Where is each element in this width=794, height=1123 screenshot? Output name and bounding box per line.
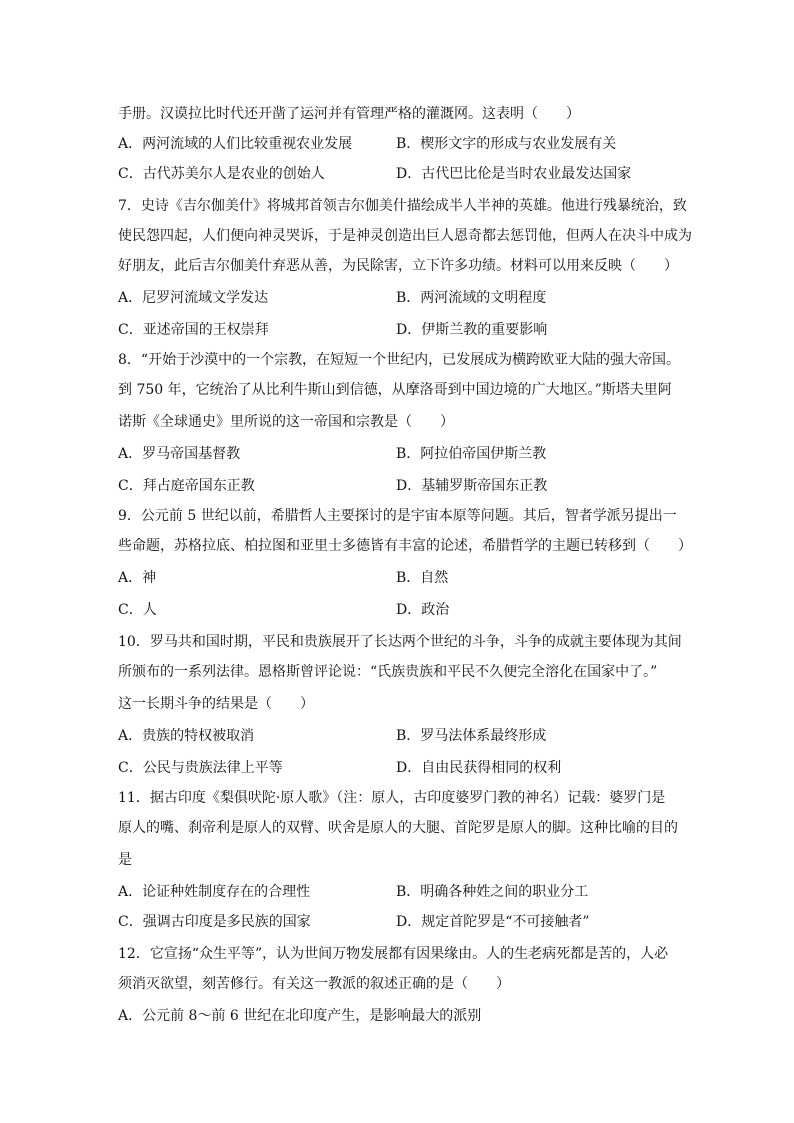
q10-stem-line3: 这一长期斗争的结果是（ ） [118,696,314,712]
q7-stem-line2: 使民怨四起，人们便向神灵哭诉，于是神灵创造出巨人恩奇都去惩罚他，但两人在决斗中成为 [118,228,692,244]
q8-stem-line1: 8．“开始于沙漠中的一个宗教，在短短一个世纪内，已发展成为横跨欧亚大陆的强大帝国。 [118,352,681,368]
q9-option-d: D．政治 [396,602,450,618]
q6-option-d: D．古代巴比伦是当时农业最发达国家 [396,166,632,182]
q11-option-d: D．规定首陀罗是“不可接触者” [396,914,590,930]
q8-option-a: A．罗马帝国基督教 [118,446,241,462]
q6-option-a: A．两河流域的人们比较重视农业发展 [118,136,353,152]
q11-stem-line1: 11．据古印度《梨俱吠陀·原人歌》（注：原人，古印度婆罗门教的神名）记载：婆罗门是 [118,790,666,806]
q9-option-c: C．人 [118,602,157,618]
q7-option-d: D．伊斯兰教的重要影响 [396,322,548,338]
q11-stem-line3: 是 [118,852,132,868]
q10-stem-line2: 所颁布的一系列法律。恩格斯曾评论说：“氏族贵族和平民不久便完全溶化在国家中了。” [118,664,658,680]
q12-stem-line1: 12．它宣扬“众生平等”，认为世间万物发展都有因果缘由。人的生老病死都是苦的，人必 [118,946,669,962]
q7-stem-line3: 好朋友，此后吉尔伽美什弃恶从善，为民除害，立下许多功绩。材料可以用来反映（ ） [118,258,678,274]
q8-option-d: D．基辅罗斯帝国东正教 [396,478,548,494]
q11-option-c: C．强调古印度是多民族的国家 [118,914,311,930]
q8-option-c: C．拜占庭帝国东正教 [118,478,255,494]
q7-option-c: C．亚述帝国的王权崇拜 [118,322,269,338]
q11-stem-line2: 原人的嘴、刹帝利是原人的双臂、吠舍是原人的大腿、首陀罗是原人的脚。这种比喻的目的 [118,820,678,836]
q9-stem-line2: 些命题，苏格拉底、柏拉图和亚里士多德皆有丰富的论述，希腊哲学的主题已转移到（ ） [118,538,692,554]
q9-option-b: B．自然 [396,570,449,586]
question-6-stem-tail: 手册。汉谟拉比时代还开凿了运河并有管理严格的灌溉网。这表明（ ） [118,106,580,122]
q7-option-a: A．尼罗河流域文学发达 [118,290,269,306]
q8-stem-line3: 诺斯《全球通史》里所说的这一帝国和宗教是（ ） [118,414,454,430]
q10-option-d: D．自由民获得相同的权利 [396,760,562,776]
q7-option-b: B．两河流域的文明程度 [396,290,547,306]
q7-stem-line1: 7．史诗《吉尔伽美什》将城邦首领吉尔伽美什描绘成半人半神的英雄。他进行残暴统治，致 [118,198,687,214]
q12-stem-line2: 须消灭欲望，刻苦修行。有关这一教派的叙述正确的是（ ） [118,976,510,992]
q10-stem-line1: 10．罗马共和国时期，平民和贵族展开了长达两个世纪的斗争，斗争的成就主要体现为其间 [118,634,682,650]
q10-option-b: B．罗马法体系最终形成 [396,728,547,744]
q11-option-b: B．明确各种姓之间的职业分工 [396,884,589,900]
q8-stem-line2: 到 750 年，它统治了从比利牛斯山到信德，从摩洛哥到中国边境的广大地区。”斯塔夫里阿 [118,382,672,398]
q11-option-a: A．论证种姓制度存在的合理性 [118,884,311,900]
q9-stem-line1: 9．公元前 5 世纪以前，希腊哲人主要探讨的是宇宙本原等问题。其后，智者学派另提出一 [118,508,677,524]
q12-option-a: A．公元前 8～前 6 世纪在北印度产生，是影响最大的派别 [118,1008,482,1024]
q8-option-b: B．阿拉伯帝国伊斯兰教 [396,446,547,462]
q9-option-a: A．神 [118,570,157,586]
q10-option-a: A．贵族的特权被取消 [118,728,255,744]
q10-option-c: C．公民与贵族法律上平等 [118,760,283,776]
q6-option-c: C．古代苏美尔人是农业的创始人 [118,166,325,182]
q6-option-b: B．楔形文字的形成与农业发展有关 [396,136,617,152]
